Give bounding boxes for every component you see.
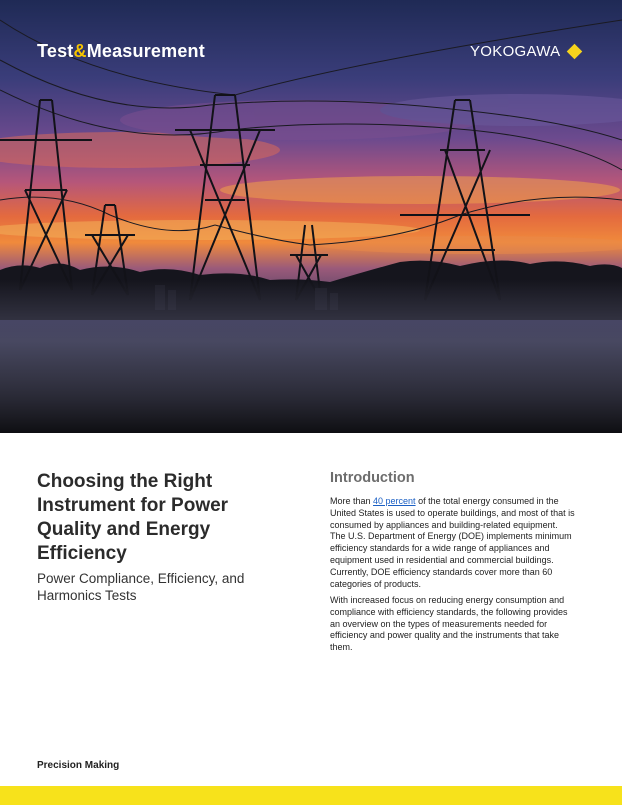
footer-accent-bar (0, 786, 622, 805)
p1-text-after: of the total energy consumed in the United States is used to operate buildings, and most of that is consumed by appliances and building-related equipment. The U.S. Department of Energy (DOE) implements minimum efficiency standards for a wide range of appliances and equipment used in residential and commercial buildings. Currently, DOE efficiency standards cover more than 60 categories of products. (330, 496, 575, 589)
brand-part-measurement: Measurement (86, 41, 205, 61)
page-title: Choosing the Right Instrument for Power Quality and Energy Efficiency (37, 471, 229, 564)
footer-tagline: Precision Making (37, 760, 120, 771)
forty-percent-link[interactable]: 40 percent (373, 496, 416, 506)
brand-wordmark (37, 41, 205, 62)
intro-paragraph-1 (330, 496, 575, 590)
intro-paragraph-2: With increased focus on reducing energy consumption and compliance with efficiency standards, the following provides an overview on the types of measurements needed for efficiency and power quality and the instruments that take them. (330, 595, 568, 653)
page-subtitle: Power Compliance, Efficiency, and Harmonics Tests (37, 571, 245, 603)
p1-text-before: More than (330, 496, 374, 506)
introduction-heading: Introduction (330, 470, 415, 486)
yellow-diamond-icon (567, 44, 583, 60)
brand-part-test: Test (37, 41, 74, 61)
yokogawa-logo (470, 43, 580, 60)
logo-text: YOKOGAWA (470, 43, 561, 60)
brand-ampersand: & (73, 41, 87, 61)
